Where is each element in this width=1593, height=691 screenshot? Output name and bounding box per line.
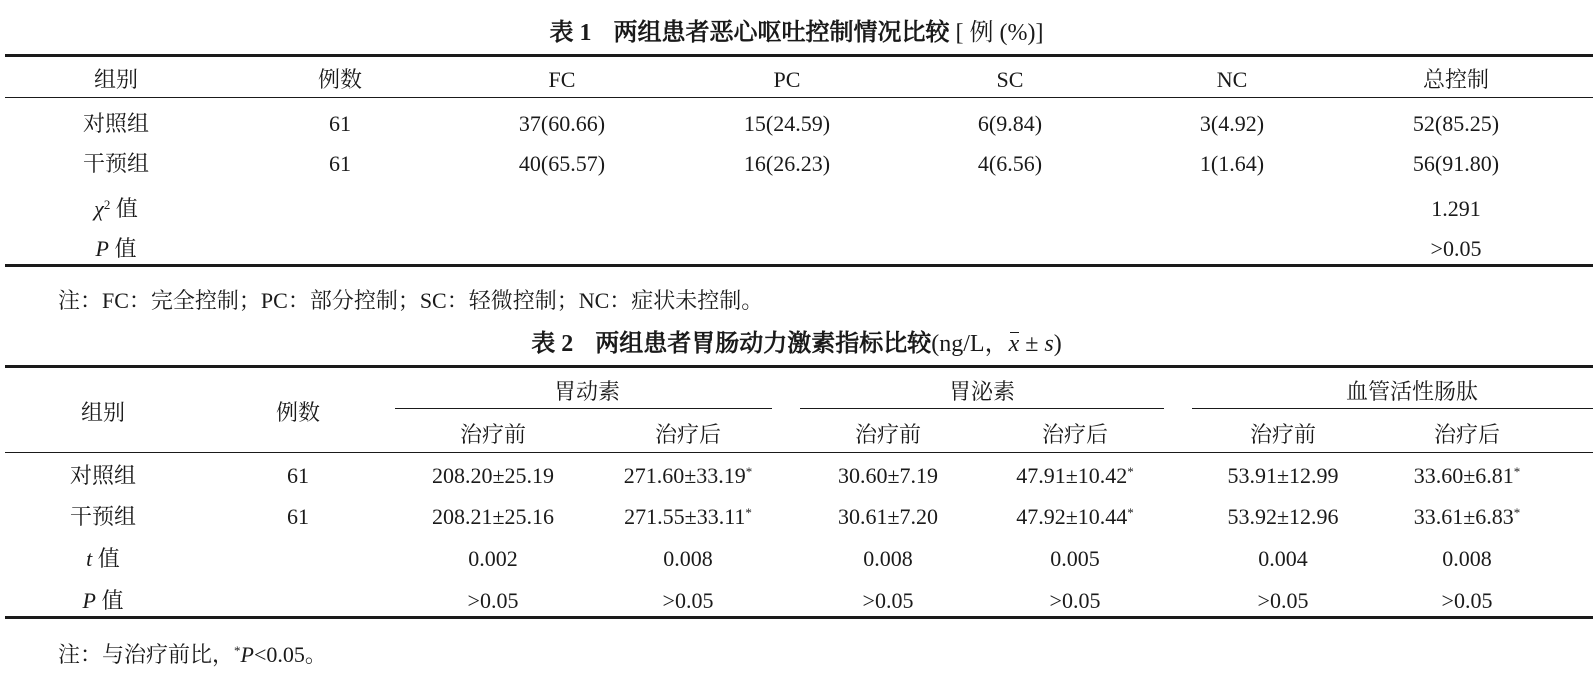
- table2-sub-header: 治疗前: [1249, 422, 1317, 447]
- table2-p-value: >0.05: [1257, 588, 1309, 613]
- table1-header-cell: 组别: [93, 67, 139, 92]
- table2-t-value: 0.008: [1442, 546, 1492, 571]
- table2-t-label: t 值: [86, 546, 120, 571]
- table2-sub-header: 治疗后: [1433, 422, 1501, 447]
- significance-mark: *: [745, 464, 753, 479]
- table2-cell: 271.60±33.19*: [623, 463, 753, 488]
- table1-cell: 6(9.84): [977, 111, 1043, 136]
- table2-sub-header: 治疗后: [1041, 422, 1109, 447]
- table1-note: 注：FC：完全控制；PC：部分控制；SC：轻微控制；NC：症状未控制。: [58, 288, 764, 313]
- table2-t-value: 0.008: [863, 546, 913, 571]
- table2-cell: 47.92±10.44*: [1016, 504, 1134, 529]
- table2-title: 两组患者胃肠动力激素指标比较: [595, 331, 932, 357]
- table2-top-rule: [5, 365, 1593, 368]
- table2-group-header: 胃泌素: [948, 379, 1016, 404]
- table1-cell: 56(91.80): [1412, 151, 1500, 176]
- table2-number: 表 2: [531, 331, 574, 357]
- table2-col-count: 例数: [275, 400, 321, 425]
- table1-cell: 15(24.59): [743, 111, 831, 136]
- table2-group-underline-1: [395, 408, 772, 409]
- table2-group-underline-3: [1192, 408, 1593, 409]
- table1-cell: 对照组: [82, 111, 150, 136]
- table2-t-value: 0.002: [468, 546, 518, 571]
- table2-row-count: 61: [287, 463, 309, 488]
- table1-top-rule: [5, 54, 1593, 57]
- table2-t-value: 0.008: [663, 546, 713, 571]
- table1-chi-value: 1.291: [1431, 196, 1481, 221]
- table1-header-cell: FC: [548, 67, 576, 92]
- table1-cell: 3(4.92): [1199, 111, 1265, 136]
- significance-mark: *: [1127, 505, 1134, 520]
- table2-p-label: P 值: [82, 588, 124, 613]
- table2-cell: 208.20±25.19: [431, 463, 555, 488]
- table2-caption: [0, 329, 1593, 359]
- table1-cell: 61: [329, 151, 351, 176]
- table1-title-suffix: [ 例 (%)]: [955, 20, 1044, 46]
- table2-cell: 53.92±12.96: [1227, 504, 1339, 529]
- table2-cell: 271.55±33.11*: [624, 504, 752, 529]
- table1-chi-label: $\chi^2$ 值: [94, 196, 138, 221]
- table2-group-header: 血管活性肠肽: [1345, 379, 1479, 404]
- table2-p-value: >0.05: [467, 588, 519, 613]
- table1-header-rule: [5, 97, 1593, 98]
- table1-header-cell: PC: [773, 67, 801, 92]
- table1-header-cell: 总控制: [1422, 67, 1490, 92]
- table1-cell: 61: [329, 111, 351, 136]
- table2-bottom-rule: [5, 616, 1593, 619]
- table2-unit: (ng/L，x ± s): [931, 331, 1062, 357]
- table1-caption: [0, 18, 1593, 48]
- table2-p-value: >0.05: [1441, 588, 1493, 613]
- significance-mark: *: [1513, 464, 1521, 479]
- table1-cell: 1(1.64): [1199, 151, 1265, 176]
- table2-sub-header: 治疗前: [854, 422, 922, 447]
- table2-cell: 33.60±6.81*: [1413, 463, 1521, 488]
- table1-cell: 37(60.66): [518, 111, 606, 136]
- table2-p-value: >0.05: [862, 588, 914, 613]
- table1-header-cell: NC: [1216, 67, 1248, 92]
- table1-cell: 干预组: [82, 151, 150, 176]
- table1-p-label: P 值: [95, 236, 137, 261]
- table2-sub-header: 治疗前: [459, 422, 527, 447]
- table2-t-value: 0.004: [1258, 546, 1308, 571]
- table1-cell: 16(26.23): [743, 151, 831, 176]
- significance-mark: *: [1513, 505, 1521, 520]
- table2-p-value: >0.05: [1049, 588, 1101, 613]
- table2-col-group: 组别: [80, 400, 126, 425]
- table2-row-name: 干预组: [69, 504, 137, 529]
- table1-number: 表 1: [549, 20, 592, 46]
- table1-p-value: >0.05: [1430, 236, 1482, 261]
- table2-cell: 30.61±7.20: [837, 504, 939, 529]
- table1-cell: 40(65.57): [518, 151, 606, 176]
- table2-cell: 33.61±6.83*: [1413, 504, 1521, 529]
- table2-group-underline-2: [800, 408, 1164, 409]
- table2-p-value: >0.05: [662, 588, 714, 613]
- significance-mark: *: [745, 505, 752, 520]
- table2-cell: 208.21±25.16: [431, 504, 555, 529]
- table1-bottom-rule: [5, 264, 1593, 267]
- table2-t-value: 0.005: [1050, 546, 1100, 571]
- table2-group-header: 胃动素: [553, 379, 621, 404]
- table2-row-name: 对照组: [69, 463, 137, 488]
- table1-cell: 4(6.56): [977, 151, 1043, 176]
- table1-header-cell: 例数: [317, 67, 363, 92]
- table1-cell: 52(85.25): [1412, 111, 1500, 136]
- table1-title: 两组患者恶心呕吐控制情况比较: [613, 20, 950, 46]
- table2-cell: 53.91±12.99: [1227, 463, 1339, 488]
- table2-cell: 47.91±10.42*: [1016, 463, 1134, 488]
- table2-cell: 30.60±7.19: [837, 463, 939, 488]
- significance-mark: *: [1127, 464, 1134, 479]
- table2-sub-header: 治疗后: [654, 422, 722, 447]
- table1-header-cell: SC: [996, 67, 1024, 92]
- table2-header-rule: [5, 452, 1593, 453]
- table2-note: 注：与治疗前比，*P<0.05。: [58, 642, 327, 667]
- table2-row-count: 61: [287, 504, 309, 529]
